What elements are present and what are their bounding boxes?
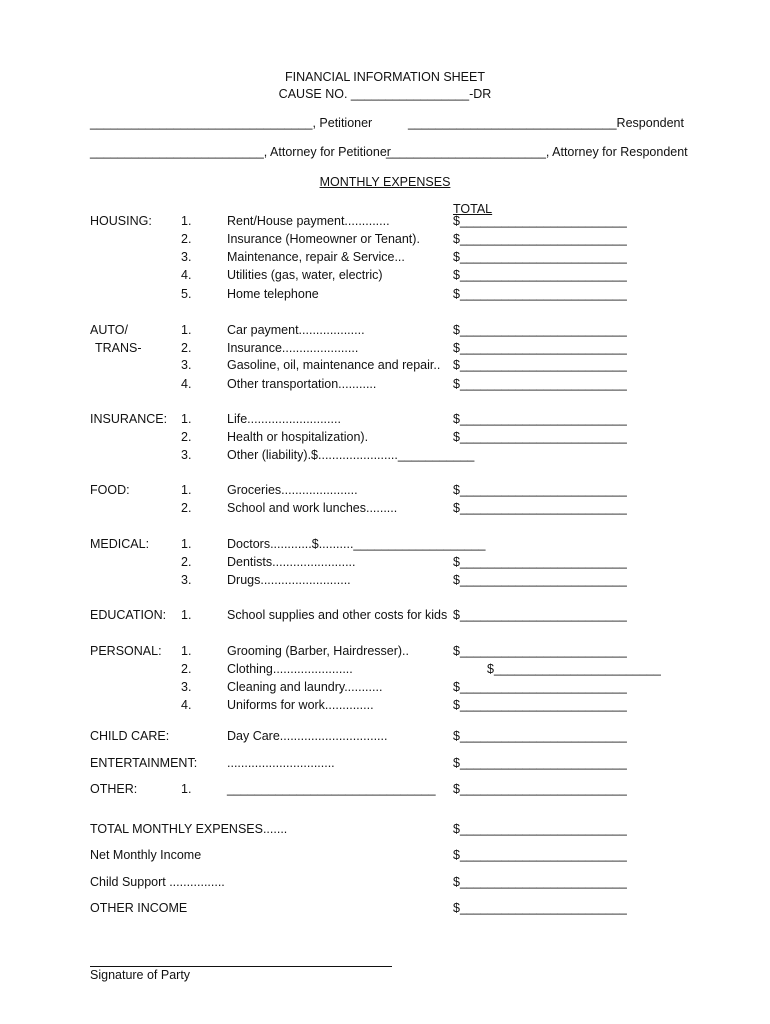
housing-item-text: Utilities (gas, water, electric) (227, 268, 383, 282)
personal-item-num: 1. (181, 644, 192, 658)
personal-item-text: Grooming (Barber, Hairdresser).. (227, 644, 410, 658)
insurance-label: INSURANCE: (90, 412, 168, 426)
other-amount-field[interactable]: $________________________ (453, 782, 627, 796)
child-support-label: Child Support ................ (90, 875, 225, 889)
medical-item-num: 3. (181, 573, 192, 587)
insurance-item-text: Health or hospitalization). (227, 430, 369, 444)
signature-line[interactable] (90, 966, 392, 967)
personal-item-num: 3. (181, 680, 192, 694)
auto-amount-field[interactable]: $________________________ (453, 323, 627, 337)
personal-amount-field[interactable]: $________________________ (453, 680, 627, 694)
education-item-text: School supplies and other costs for kids (227, 608, 448, 622)
personal-item-text: Clothing....................... (227, 662, 353, 676)
other-label: OTHER: (90, 782, 138, 796)
net-monthly-income-field[interactable]: $________________________ (453, 848, 627, 862)
auto-label: AUTO/ (90, 323, 128, 337)
medical-label: MEDICAL: (90, 537, 150, 551)
cause-number: CAUSE NO. _________________-DR (278, 87, 492, 101)
child-care-amount-field[interactable]: $________________________ (453, 729, 627, 743)
personal-amount-field[interactable]: $________________________ (453, 644, 627, 658)
auto-item-text: Gasoline, oil, maintenance and repair.. (227, 358, 441, 372)
housing-amount-field[interactable]: $________________________ (453, 232, 627, 246)
food-amount-field[interactable]: $________________________ (453, 483, 627, 497)
housing-item-text: Maintenance, repair & Service... (227, 250, 405, 264)
food-item-num: 1. (181, 483, 192, 497)
insurance-other-liability-field[interactable]: Other (liability).$.......................___________ (227, 448, 475, 462)
other-item-num: 1. (181, 782, 192, 796)
attorney-respondent-field[interactable]: _______________________, Attorney for Respondent (386, 145, 688, 159)
education-item-num: 1. (181, 608, 192, 622)
net-monthly-income-label: Net Monthly Income (90, 848, 202, 862)
petitioner-field[interactable]: ________________________________, Petitioner (90, 116, 373, 130)
entertainment-amount-field[interactable]: $________________________ (453, 756, 627, 770)
auto-item-num: 1. (181, 323, 192, 337)
personal-amount-field[interactable]: $________________________ (487, 662, 661, 676)
attorney-petitioner-field[interactable]: _________________________, Attorney for Petitioner (90, 145, 391, 159)
auto-item-text: Other transportation........... (227, 377, 377, 391)
housing-amount-field[interactable]: $________________________ (453, 287, 627, 301)
entertainment-label: ENTERTAINMENT: (90, 756, 198, 770)
education-label: EDUCATION: (90, 608, 167, 622)
personal-item-num: 4. (181, 698, 192, 712)
auto-item-num: 4. (181, 377, 192, 391)
medical-item-text: Dentists........................ (227, 555, 356, 569)
housing-amount-field[interactable]: $________________________ (453, 268, 627, 282)
medical-amount-field[interactable]: $________________________ (453, 555, 627, 569)
total-monthly-expenses-label: TOTAL MONTHLY EXPENSES....... (90, 822, 288, 836)
insurance-item-num: 3. (181, 448, 192, 462)
form-title: FINANCIAL INFORMATION SHEET (284, 70, 485, 84)
personal-item-num: 2. (181, 662, 192, 676)
medical-item-text: Drugs.......................... (227, 573, 351, 587)
other-description-field[interactable]: ______________________________ (227, 782, 436, 796)
housing-item-num: 3. (181, 250, 192, 264)
insurance-item-text: Life........................... (227, 412, 341, 426)
medical-item-num: 2. (181, 555, 192, 569)
personal-item-text: Uniforms for work.............. (227, 698, 374, 712)
trans-label: TRANS- (95, 341, 142, 355)
other-income-field[interactable]: $________________________ (453, 901, 627, 915)
medical-item-num: 1. (181, 537, 192, 551)
housing-item-num: 5. (181, 287, 192, 301)
housing-item-text: Home telephone (227, 287, 319, 301)
child-care-label: CHILD CARE: (90, 729, 170, 743)
housing-item-num: 2. (181, 232, 192, 246)
personal-label: PERSONAL: (90, 644, 162, 658)
housing-amount-field[interactable]: $________________________ (453, 250, 627, 264)
housing-item-text: Rent/House payment............. (227, 214, 390, 228)
housing-item-num: 1. (181, 214, 192, 228)
personal-amount-field[interactable]: $________________________ (453, 698, 627, 712)
auto-amount-field[interactable]: $________________________ (453, 358, 627, 372)
housing-amount-field[interactable]: $________________________ (453, 214, 627, 228)
auto-amount-field[interactable]: $________________________ (453, 377, 627, 391)
other-income-label: OTHER INCOME (90, 901, 188, 915)
total-monthly-expenses-field[interactable]: $________________________ (453, 822, 627, 836)
signature-label: Signature of Party (90, 968, 191, 982)
auto-item-num: 3. (181, 358, 192, 372)
child-support-field[interactable]: $________________________ (453, 875, 627, 889)
entertainment-text: ............................... (227, 756, 335, 770)
housing-item-text: Insurance (Homeowner or Tenant). (227, 232, 420, 246)
insurance-item-num: 2. (181, 430, 192, 444)
food-item-num: 2. (181, 501, 192, 515)
respondent-field[interactable]: ______________________________Respondent (408, 116, 684, 130)
medical-amount-field[interactable]: $________________________ (453, 573, 627, 587)
insurance-amount-field[interactable]: $________________________ (453, 430, 627, 444)
medical-doctors-field[interactable]: Doctors............$..........___________________ (227, 537, 486, 551)
insurance-amount-field[interactable]: $________________________ (453, 412, 627, 426)
education-amount-field[interactable]: $________________________ (453, 608, 627, 622)
total-column-header: TOTAL (453, 202, 493, 216)
food-amount-field[interactable]: $________________________ (453, 501, 627, 515)
personal-item-text: Cleaning and laundry........... (227, 680, 383, 694)
insurance-item-num: 1. (181, 412, 192, 426)
auto-item-num: 2. (181, 341, 192, 355)
housing-label: HOUSING: (90, 214, 152, 228)
child-care-text: Day Care............................... (227, 729, 388, 743)
food-item-text: School and work lunches......... (227, 501, 398, 515)
auto-item-text: Car payment................... (227, 323, 365, 337)
auto-amount-field[interactable]: $________________________ (453, 341, 627, 355)
auto-item-text: Insurance...................... (227, 341, 359, 355)
section-title: MONTHLY EXPENSES (319, 175, 451, 189)
food-item-text: Groceries...................... (227, 483, 358, 497)
food-label: FOOD: (90, 483, 130, 497)
housing-item-num: 4. (181, 268, 192, 282)
